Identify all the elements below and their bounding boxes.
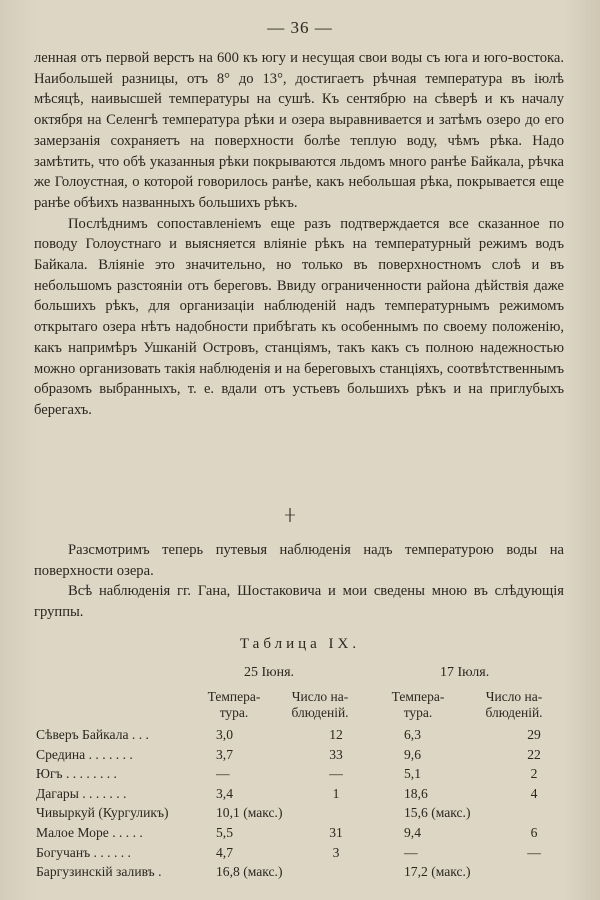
paragraph-continued: ленная отъ первой верстъ на 600 къ югу и несущая свои воды съ юга и юго-востока. Наибольшей разницы, отъ 8° до 13°, достигаетъ рѣчная температура въ iюлѣ мѣсяцѣ, наивысшей температуры на сушѣ. Къ сентябрю на сѣверѣ и къ началу октября на Селенгѣ температура рѣки и озера выравнивается и затѣмъ озеро до его замерзанія сохраняетъ на поверхности болѣе теплую воду, чѣмъ рѣка. Надо замѣтить, что обѣ указанныя рѣки покрываются льдомъ много ранѣе Байкала, рѣчка же Голоустная, о которой говорилось ранѣе, какъ небольшая рѣка, покрывается еще ранѣе обѣихъ названныхъ большихъ рѣкъ. [34, 50, 564, 211]
temperature-cell: 18,6 [404, 785, 428, 801]
col-header-count-1: Число на- блюденiй. [291, 689, 349, 720]
table-row [36, 766, 566, 786]
temperature-cell: 10,1 (макс.) [216, 805, 283, 821]
count-cell: 2 [530, 766, 538, 782]
temperature-cell: 4,7 [216, 844, 233, 860]
temperature-cell: 15,6 (макс.) [404, 805, 471, 821]
date-header-july: 17 Iюля. [440, 665, 490, 680]
count-cell: 1 [332, 785, 340, 801]
table-row [36, 747, 566, 767]
row-label: Баргузинскiй заливъ . [36, 864, 162, 880]
date-header-june: 25 Iюня. [244, 665, 295, 680]
col-header-count-2: Число на- блюденiй. [485, 689, 543, 720]
temperature-cell: 6,3 [404, 727, 421, 742]
temperature-cell: — [404, 844, 418, 860]
row-label: Дагары . . . . . . . [36, 785, 127, 801]
temperature-cell: 5,1 [404, 766, 421, 782]
paragraph: Всѣ наблюденiя гг. Гана, Шостаковича и мои сведены мною въ слѣдующiя группы. [34, 583, 564, 621]
row-label: Средина . . . . . . . [36, 746, 133, 762]
temperature-cell: 5,5 [216, 825, 233, 840]
temperature-cell: 3,0 [216, 727, 233, 742]
count-cell: 33 [329, 746, 343, 762]
temperature-cell: 3,7 [216, 746, 233, 762]
row-label: Богучанъ . . . . . . [36, 844, 131, 860]
count-cell: 31 [329, 825, 343, 840]
intro-text [34, 540, 564, 623]
temperature-cell: 17,2 (макс.) [404, 864, 471, 880]
row-label: Чивыркуй (Кургуликъ) [36, 805, 169, 821]
count-cell: — [329, 766, 343, 782]
section-separator [282, 507, 298, 523]
temperature-cell: 9,6 [404, 746, 421, 762]
count-cell: 4 [530, 785, 538, 801]
temperature-cell: 16,8 (макс.) [216, 864, 283, 880]
table-title: Таблица IX. [239, 636, 361, 652]
table-row [36, 805, 566, 825]
paragraph: Послѣднимъ сопоставленiемъ еще разъ подтверждается все сказанное по поводу Голоустнаго и выясняется влiянiе рѣкъ на температурный режимъ водъ Байкала. Влiянiе это значительно, но только въ поверхностномъ слоѣ и въ небольшомъ разстоянiи отъ береговъ. Ввиду ограниченности района дѣйствiя даже большихъ рѣкъ, для организацiи наблюденiй надъ температурнымъ режимомъ открытаго озера нѣтъ надобности прибѣгать къ особеннымъ по своему положенiю, какъ напримѣръ Ушканiй Островъ, станцiямъ, такъ какъ съ полною надежностью можно организовать такiя наблюденiя и на береговыхъ станцiяхъ, соотвѣтственнымъ образомъ выбранныхъ, т. е. вдали отъ устьевъ большихъ рѣкъ и на приглубыхъ берегахъ. [34, 215, 564, 418]
col-header-temp-2: Темпера- тура. [391, 689, 445, 720]
count-cell: — [527, 844, 541, 860]
table-row [36, 786, 566, 806]
count-cell: 22 [527, 746, 541, 762]
count-cell: 3 [332, 844, 340, 860]
main-text [34, 48, 564, 421]
temperature-cell: 9,4 [404, 825, 421, 840]
table-row [36, 845, 566, 865]
count-cell: 12 [329, 727, 343, 742]
row-label: Малое Море . . . . . [36, 825, 143, 840]
row-label: Югъ . . . . . . . . [36, 766, 117, 782]
count-cell: 6 [530, 825, 538, 840]
paragraph: Разсмотримъ теперь путевыя наблюденiя надъ температурою воды на поверхности озера. [34, 542, 564, 579]
table-row [36, 864, 566, 884]
temperature-cell: 3,4 [216, 785, 233, 801]
temperature-cell: — [216, 766, 230, 782]
page-number: — 36 — [267, 18, 333, 37]
col-header-temp-1: Темпера- тура. [207, 689, 261, 720]
table-row [36, 727, 566, 747]
table-row [36, 825, 566, 845]
count-cell: 29 [527, 727, 541, 742]
row-label: Сѣверъ Байкала . . . [36, 727, 149, 742]
